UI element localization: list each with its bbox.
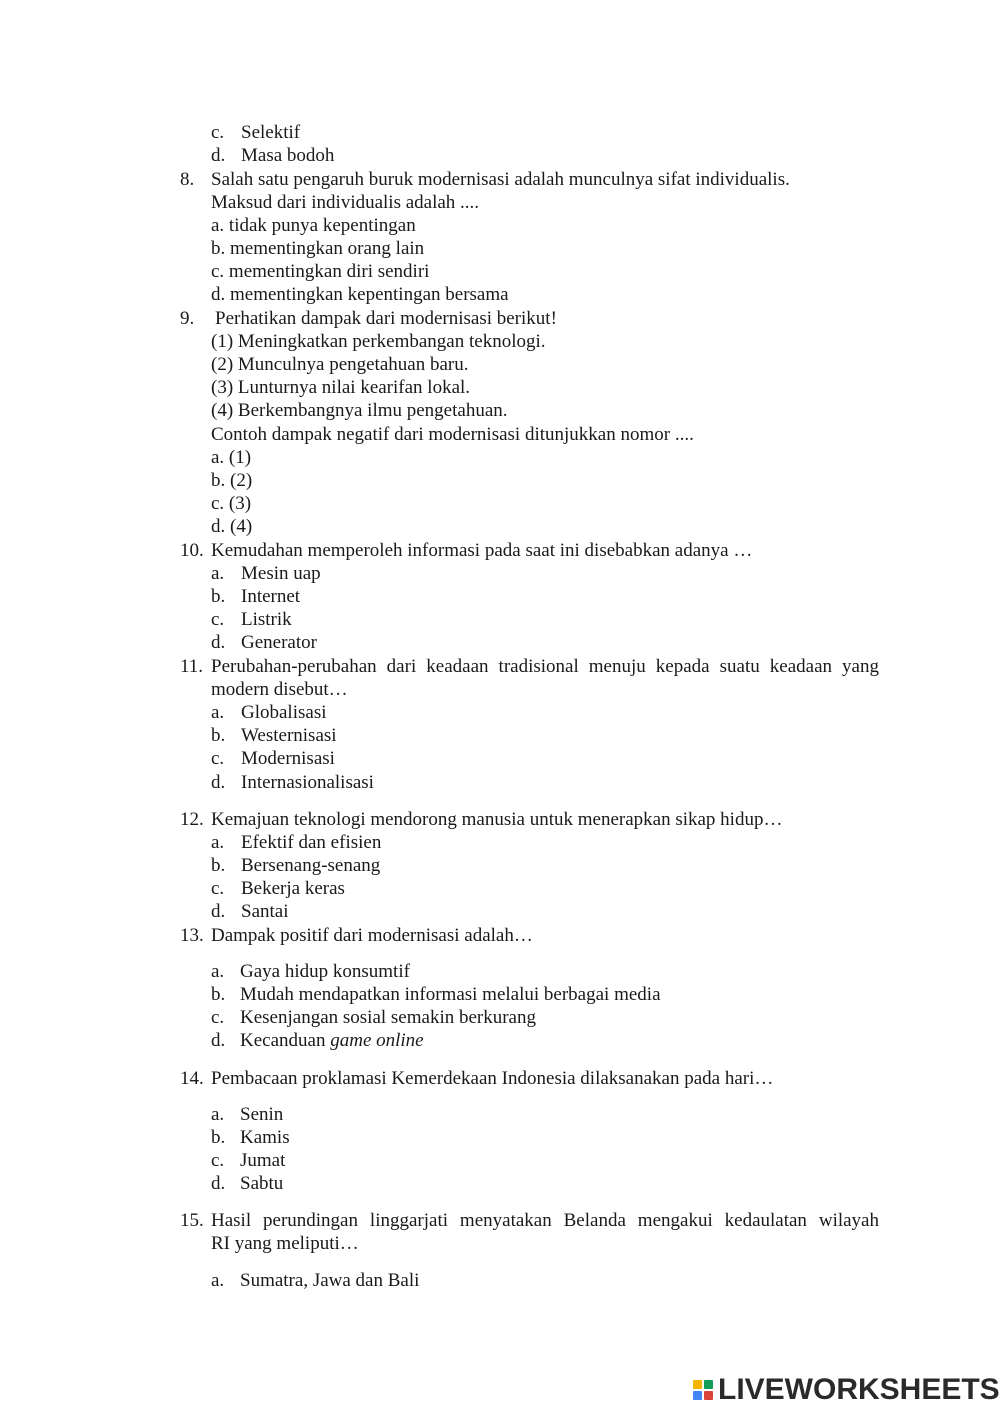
logo-square-2 — [704, 1380, 713, 1389]
question-text: Pembacaan proklamasi Kemerdekaan Indonesia dilaksanakan pada hari… — [211, 1068, 774, 1089]
question-number: 12. — [180, 809, 204, 830]
question-text: RI yang meliputi… — [211, 1233, 359, 1254]
question-text: Maksud dari individualis adalah .... — [211, 192, 480, 213]
question-number: 11. — [180, 656, 204, 677]
question-number: 13. — [180, 925, 204, 946]
option-b[interactable]: b. (2) — [211, 470, 253, 491]
question-text: Salah satu pengaruh buruk modernisasi adalah munculnya sifat individualis. — [211, 169, 790, 190]
option-d[interactable]: d. (4) — [211, 516, 253, 537]
logo-square-4 — [704, 1391, 713, 1400]
question-text: Kemajuan teknologi mendorong manusia untuk menerapkan sikap hidup… — [211, 809, 783, 830]
liveworksheets-logo-icon — [693, 1378, 715, 1402]
question-text: Perhatikan dampak dari modernisasi berikut! — [215, 308, 557, 329]
question-text: Perubahan-perubahan dari keadaan tradisional menuju kepada suatu keadaan yang — [211, 656, 879, 677]
logo-text: LIVEWORKSHEETS — [718, 1373, 1000, 1406]
question-number: 14. — [180, 1068, 204, 1089]
statement-1: (1) Meningkatkan perkembangan teknologi. — [211, 331, 546, 352]
question-text: modern disebut… — [211, 679, 348, 700]
statement-2: (2) Munculnya pengetahuan baru. — [211, 354, 469, 375]
question-number: 9. — [180, 308, 195, 329]
question-number: 15. — [180, 1210, 204, 1231]
liveworksheets-logo[interactable] — [693, 1374, 1000, 1406]
question-prompt: Contoh dampak negatif dari modernisasi ditunjukkan nomor .... — [211, 424, 694, 445]
option-a[interactable]: a. tidak punya kepentingan — [211, 215, 416, 236]
question-number: 8. — [180, 169, 195, 190]
option-c[interactable]: c. (3) — [211, 493, 252, 514]
option-a[interactable]: a. (1) — [211, 447, 252, 468]
option-c[interactable]: c. mementingkan diri sendiri — [211, 261, 430, 282]
logo-square-3 — [693, 1391, 702, 1400]
statement-3: (3) Lunturnya nilai kearifan lokal. — [211, 377, 471, 398]
question-text: Hasil perundingan linggarjati menyatakan Belanda mengakui kedaulatan wilayah — [211, 1210, 879, 1231]
question-number: 10. — [180, 540, 204, 561]
question-text: Kemudahan memperoleh informasi pada saat ini disebabkan adanya … — [211, 540, 753, 561]
statement-4: (4) Berkembangnya ilmu pengetahuan. — [211, 400, 508, 421]
option-b[interactable]: b. mementingkan orang lain — [211, 238, 425, 259]
logo-square-1 — [693, 1380, 702, 1389]
question-text: Dampak positif dari modernisasi adalah… — [211, 925, 533, 946]
option-d[interactable]: d. mementingkan kepentingan bersama — [211, 284, 509, 305]
